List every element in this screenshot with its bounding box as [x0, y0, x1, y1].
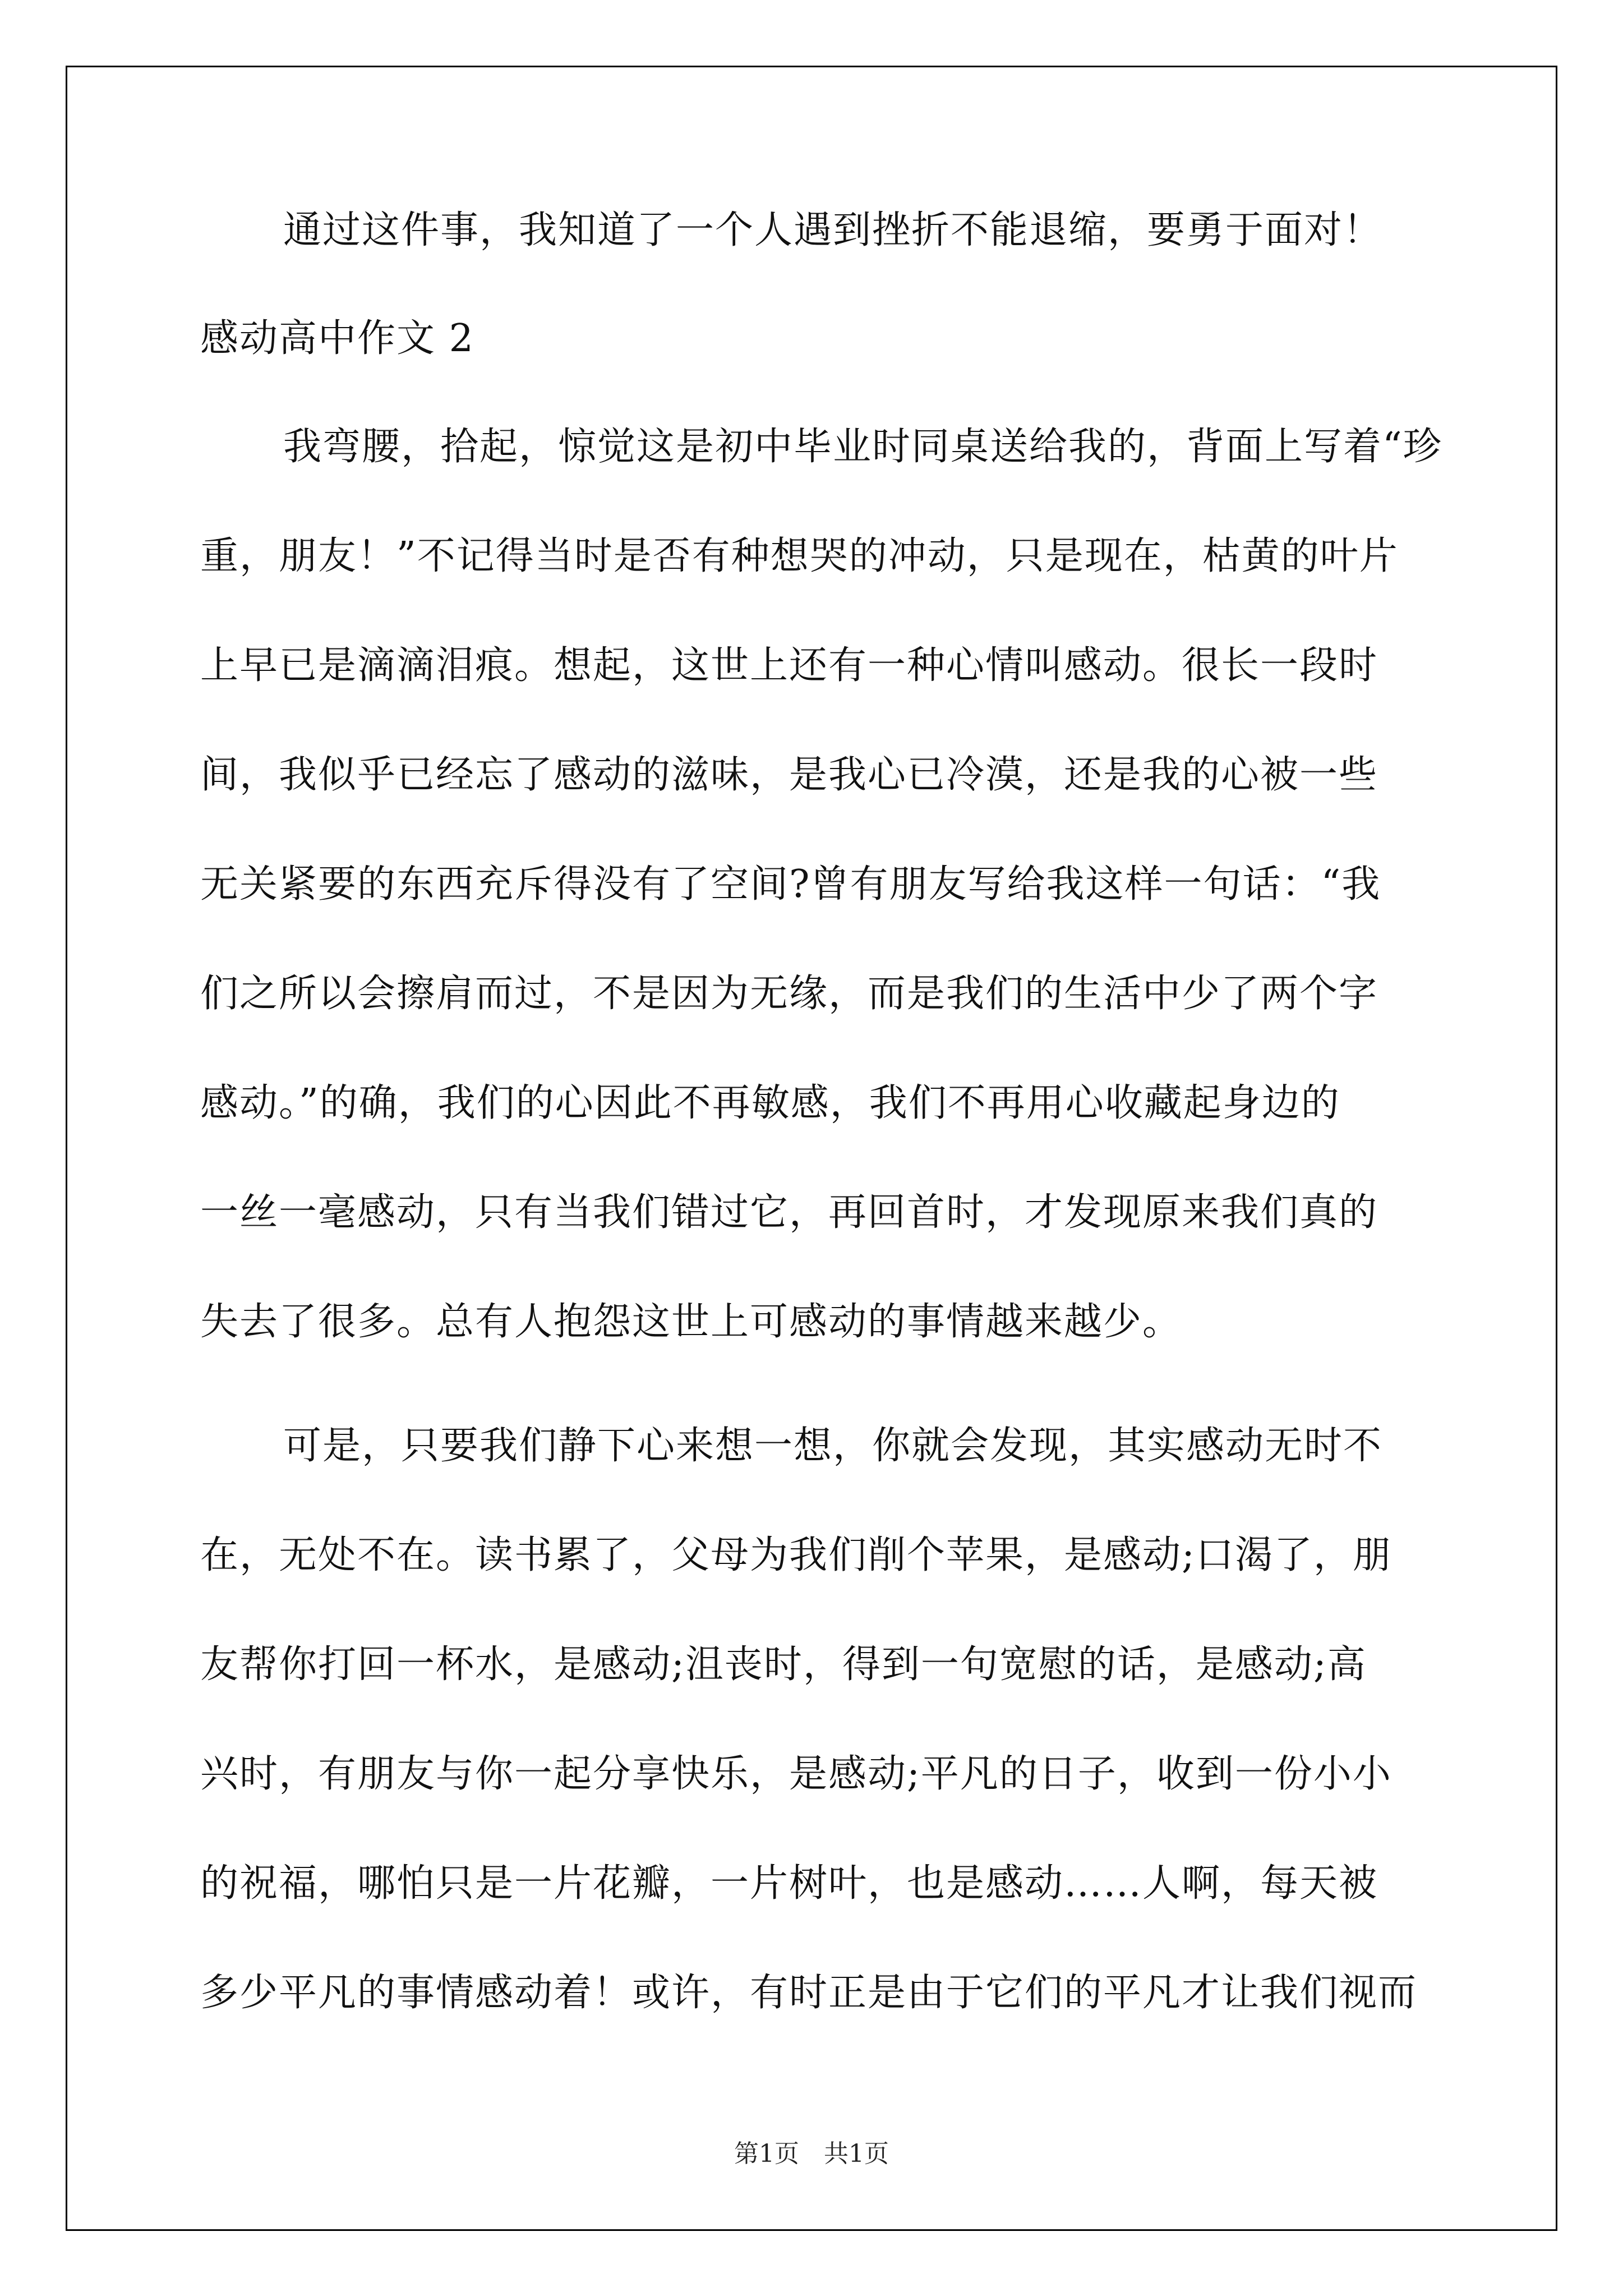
paragraph-1 [200, 424, 1442, 1345]
paragraph-line: 兴时，有朋友与你一起分享快乐，是感动;平凡的日子，收到一份小小 [200, 1752, 1392, 1796]
paragraph-line: 一丝一毫感动，只有当我们错过它，再回首时，才发现原来我们真的 [200, 1190, 1378, 1235]
paragraph-line: 间，我似乎已经忘了感动的滋味，是我心已冷漠，还是我的心被一些 [200, 753, 1378, 797]
page-footer: 第1页 共1页 [734, 2139, 889, 2168]
paragraph-line: 无关紧要的东西充斥得没有了空间?曾有朋友写给我这样一句话：“我 [200, 862, 1381, 907]
intro-line: 通过这件事，我知道了一个人遇到挫折不能退缩，要勇于面对！ [283, 208, 1383, 252]
paragraph-line: 重，朋友！”不记得当时是否有种想哭的冲动，只是现在，枯黄的叶片 [200, 534, 1399, 578]
essay-heading: 感动高中作文 2 [200, 316, 474, 361]
paragraph-line: 我弯腰，拾起，惊觉这是初中毕业时同桌送给我的，背面上写着“珍 [283, 425, 1442, 469]
paragraph-gap [200, 1409, 1423, 1423]
paragraph-line: 的祝福，哪怕只是一片花瓣，一片树叶，也是感动……人啊，每天被 [200, 1861, 1378, 1906]
paragraph-line: 上早已是滴滴泪痕。想起，这世上还有一种心情叫感动。很长一段时 [200, 643, 1378, 688]
paragraph-line: 多少平凡的事情感动着！或许，有时正是由于它们的平凡才让我们视而 [200, 1971, 1418, 2015]
paragraph-line: 失去了很多。总有人抱怨这世上可感动的事情越来越少。 [200, 1300, 1182, 1344]
paragraph-line: 们之所以会擦肩而过，不是因为无缘，而是我们的生活中少了两个字 [200, 972, 1378, 1016]
paragraph-line: 在，无处不在。读书累了，父母为我们削个苹果，是感动;口渴了，朋 [200, 1533, 1392, 1577]
paragraph-line: 可是，只要我们静下心来想一想，你就会发现，其实感动无时不 [283, 1424, 1383, 1468]
paragraph-line: 感动。”的确，我们的心因此不再敏感，我们不再用心收藏起身边的 [200, 1081, 1340, 1125]
document-body [200, 208, 1442, 2079]
paragraph-2 [200, 1423, 1423, 2016]
paragraph-line: 友帮你打回一杯水，是感动;沮丧时，得到一句宽慰的话，是感动;高 [200, 1642, 1367, 1687]
